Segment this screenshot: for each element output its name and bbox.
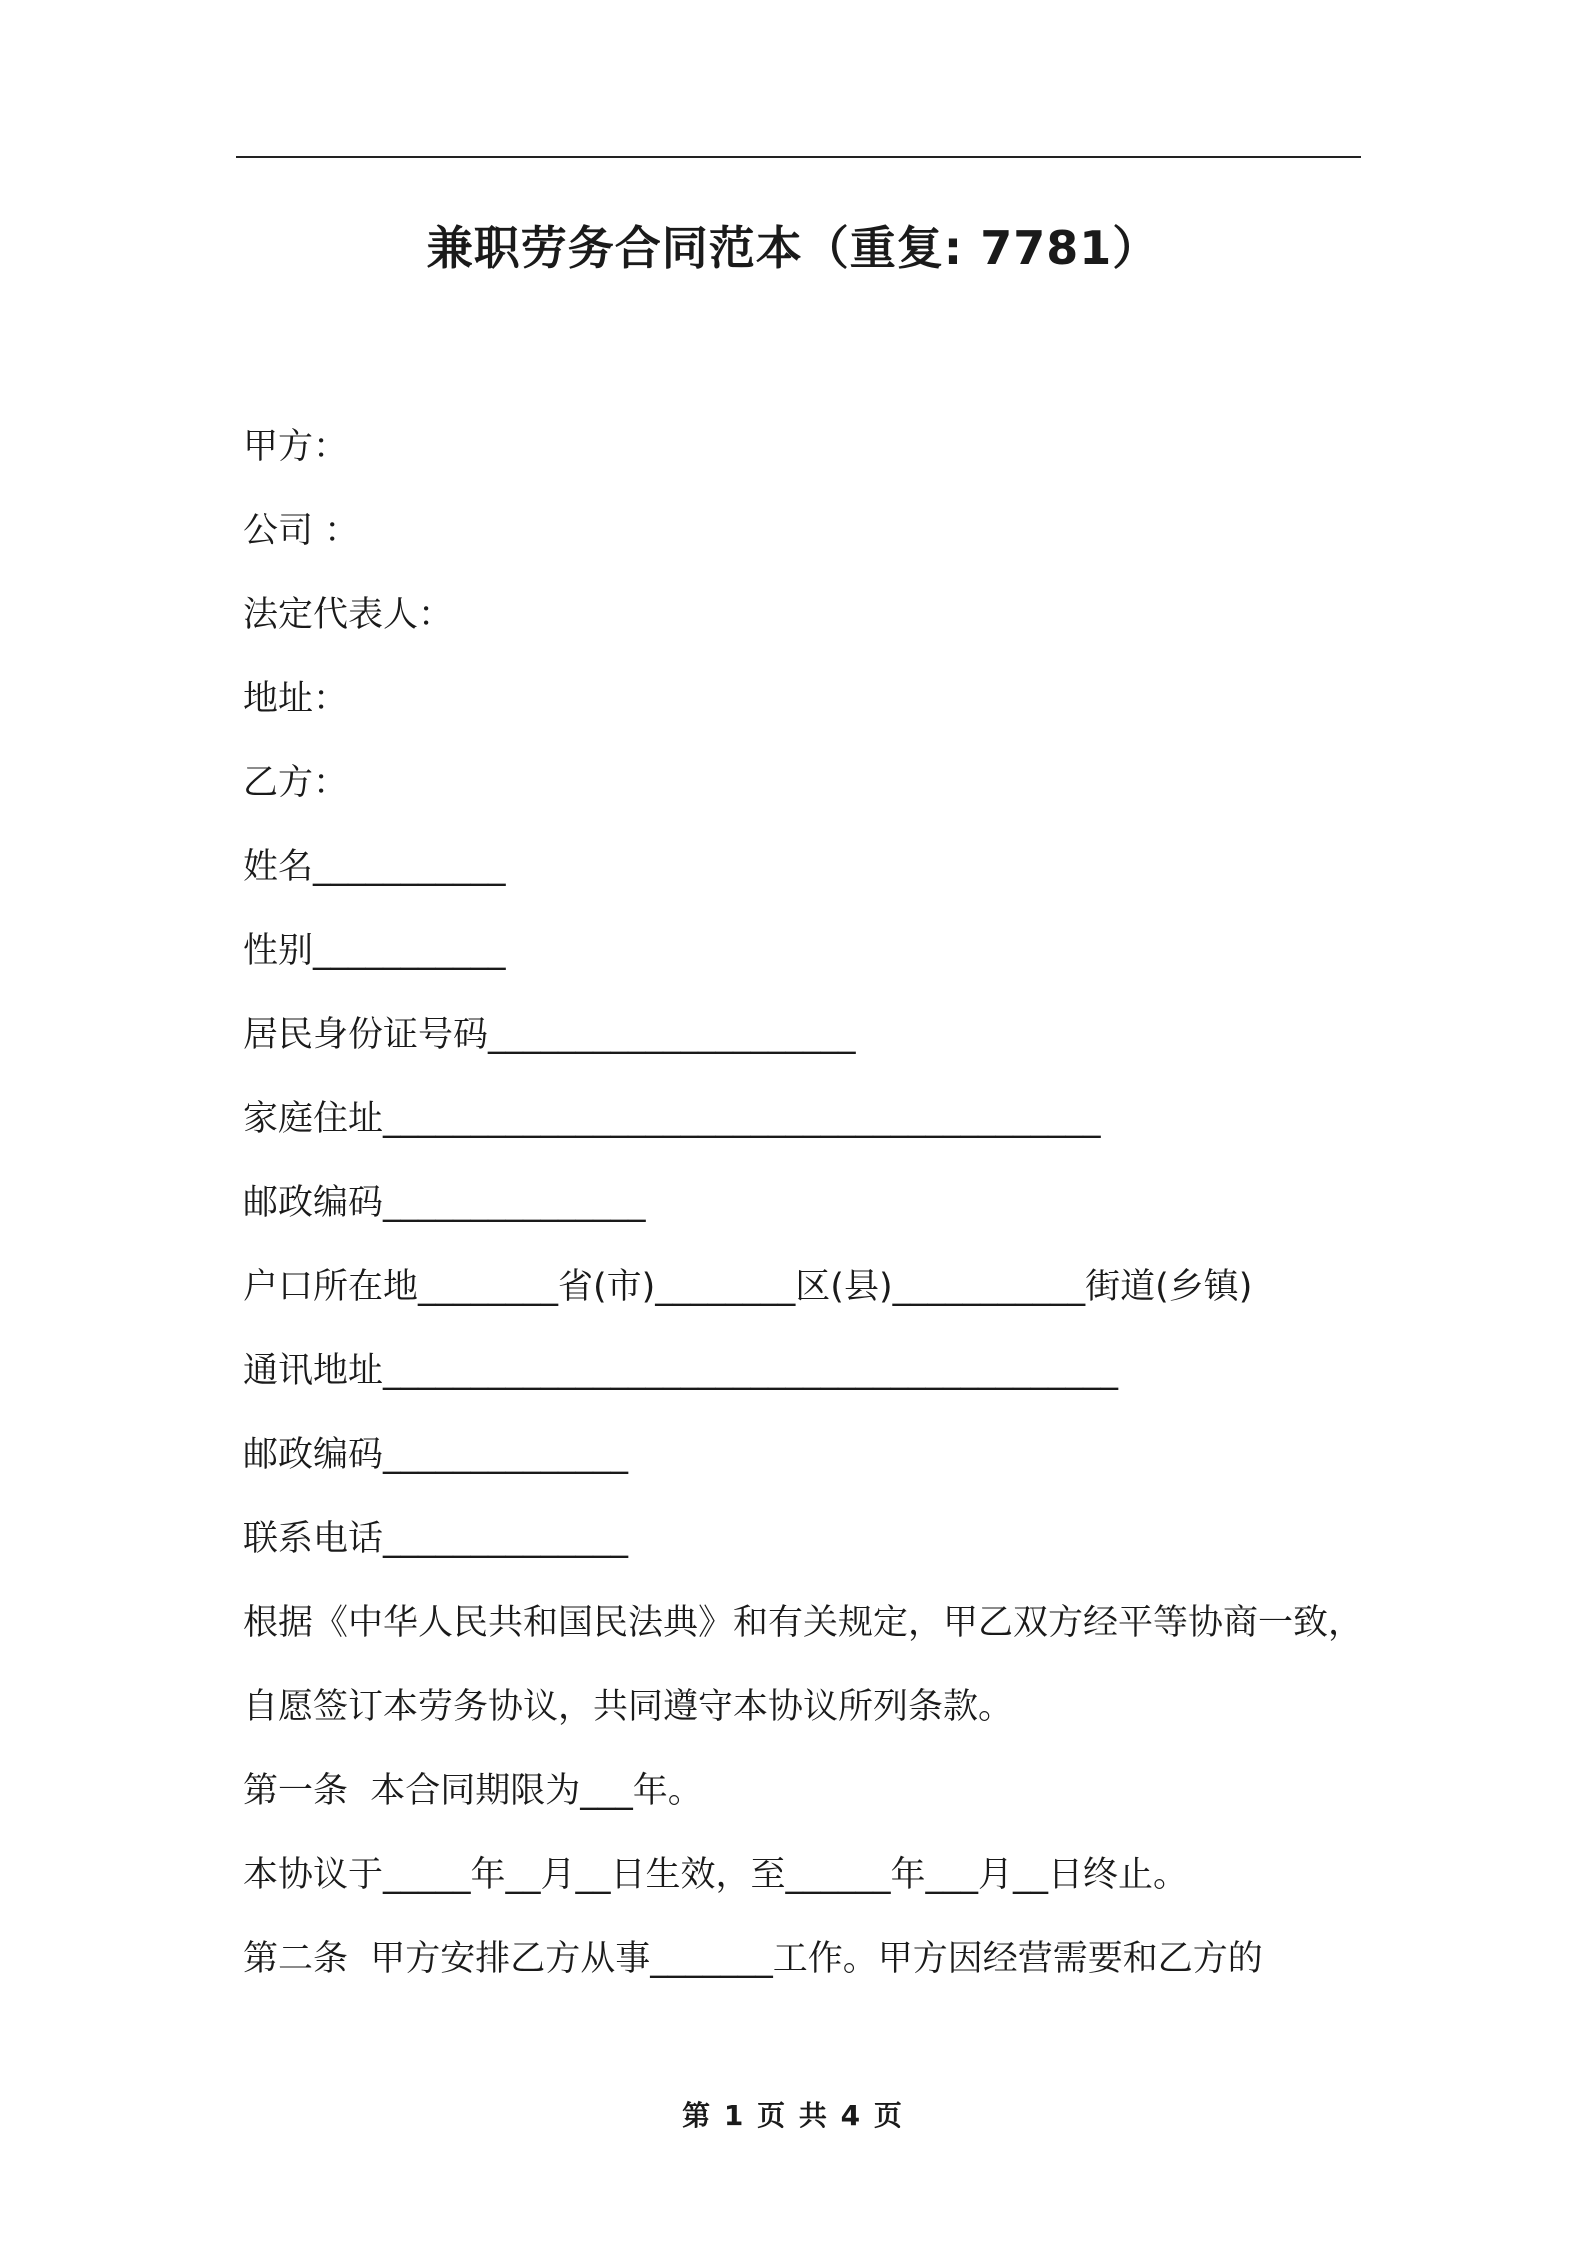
header-rule [236,156,1361,158]
preamble-paragraph: 根据《中华人民共和国民法典》和有关规定，甲乙双方经平等协商一致，自愿签订本劳务协议，共同遵守本协议所列条款。 [243,1603,1364,1727]
id-number-field: 居民身份证号码_____________________ [243,1015,856,1055]
gender-field: 性别___________ [243,931,506,971]
party-a-label: 甲方： [243,427,349,467]
phone-field: 联系电话______________ [243,1519,629,1559]
party-b-label: 乙方： [243,763,349,803]
legal-representative-field: 法定代表人： [243,595,454,635]
document-body [243,405,1363,2001]
postal-code-field: 邮政编码_______________ [243,1183,646,1223]
clause-2: 第二条 甲方安排乙方从事_______工作。甲方因经营需要和乙方的 [243,1939,1263,1979]
page-footer: 第 1 页 共 4 页 [682,2099,904,2132]
company-field: 公司 ： [243,511,360,551]
document-title: 兼职劳务合同范本（重复: 7781） [426,221,1160,275]
address-field: 地址： [243,679,349,719]
clause-1-detail: 本协议于_____年__月__日生效，至______年___月__日终止。 [243,1855,1189,1895]
home-address-field: 家庭住址_________________________________________ [243,1099,1101,1139]
postal-code-field-2: 邮政编码______________ [243,1435,629,1475]
mailing-address-field: 通讯地址__________________________________________ [243,1351,1119,1391]
clause-1: 第一条 本合同期限为___年。 [243,1771,703,1811]
name-field: 姓名___________ [243,847,506,887]
household-registration-field: 户口所在地________省(市)________区(县)___________街道(乡镇) [243,1267,1253,1307]
